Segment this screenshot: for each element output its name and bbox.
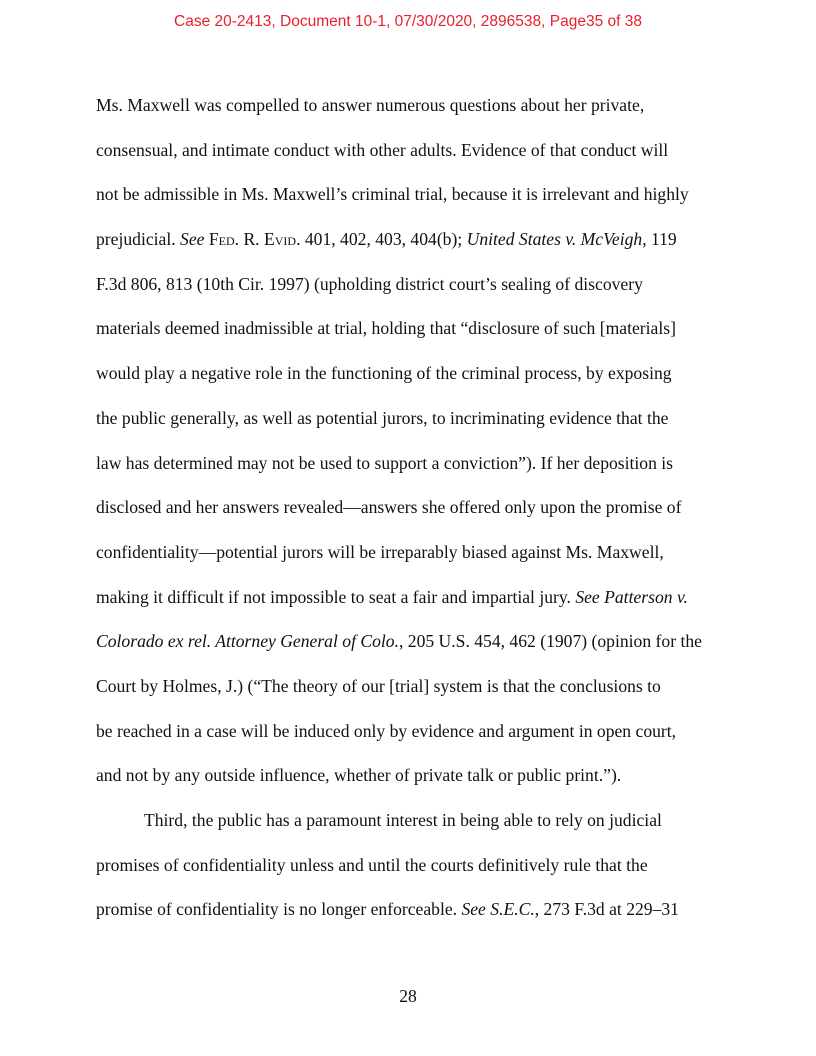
text-line: the public generally, as well as potential jurors, to incriminating evidence that the (96, 407, 669, 428)
text-line: materials deemed inadmissible at trial, holding that “disclosure of such [materials] (96, 318, 676, 339)
case-header: Case 20-2413, Document 10-1, 07/30/2020, 2896538, Page35 of 38 (174, 13, 642, 30)
document-body (96, 92, 726, 941)
page-number: 28 (399, 986, 417, 1006)
text-line: and not by any outside influence, whether of private talk or public print.”). (96, 765, 622, 786)
text-line: prejudicial. See Fed. R. Evid. 401, 402, 403, 404(b); United States v. McVeigh, 119 (96, 229, 677, 250)
text-line: promise of confidentiality is no longer enforceable. See S.E.C., 273 F.3d at 229–31 (96, 899, 679, 920)
text-line: would play a negative role in the functioning of the criminal process, by exposing (96, 363, 672, 384)
signal-see: See (180, 229, 205, 250)
text-line: Third, the public has a paramount interest in being able to rely on judicial (144, 810, 662, 830)
rule-abbrev-evid: Evid (263, 229, 297, 250)
text-line: promises of confidentiality unless and until the courts definitively rule that the (96, 854, 648, 875)
text-line: law has determined may not be used to support a conviction”). If her deposition is (96, 452, 674, 473)
text-line: disclosed and her answers revealed—answers she offered only upon the promise of (96, 497, 682, 518)
case-citation: Colorado ex rel. Attorney General of Colo. (96, 631, 399, 652)
text-line: Colorado ex rel. Attorney General of Colo., 205 U.S. 454, 462 (1907) (opinion for the (96, 631, 702, 652)
text-line: F.3d 806, 813 (10th Cir. 1997) (upholding district court’s sealing of discovery (96, 273, 643, 294)
text-line: not be admissible in Ms. Maxwell’s criminal trial, because it is irrelevant and highly (96, 184, 689, 205)
text-line: making it difficult if not impossible to seat a fair and impartial jury. See Patterson v. (96, 586, 688, 607)
case-citation: United States v. McVeigh (466, 229, 643, 250)
text-line: Ms. Maxwell was compelled to answer numerous questions about her private, (96, 95, 645, 115)
case-citation: See Patterson v. (575, 586, 688, 607)
rule-abbrev-fed: Fed (208, 229, 235, 250)
text-line: be reached in a case will be induced only by evidence and argument in open court, (96, 720, 677, 741)
text-line: Court by Holmes, J.) (“The theory of our [trial] system is that the conclusions to (96, 675, 661, 696)
text-line: confidentiality—potential jurors will be irreparably biased against Ms. Maxwell, (96, 541, 664, 562)
case-citation: See S.E.C. (461, 899, 535, 920)
text-line: consensual, and intimate conduct with other adults. Evidence of that conduct will (96, 139, 669, 160)
